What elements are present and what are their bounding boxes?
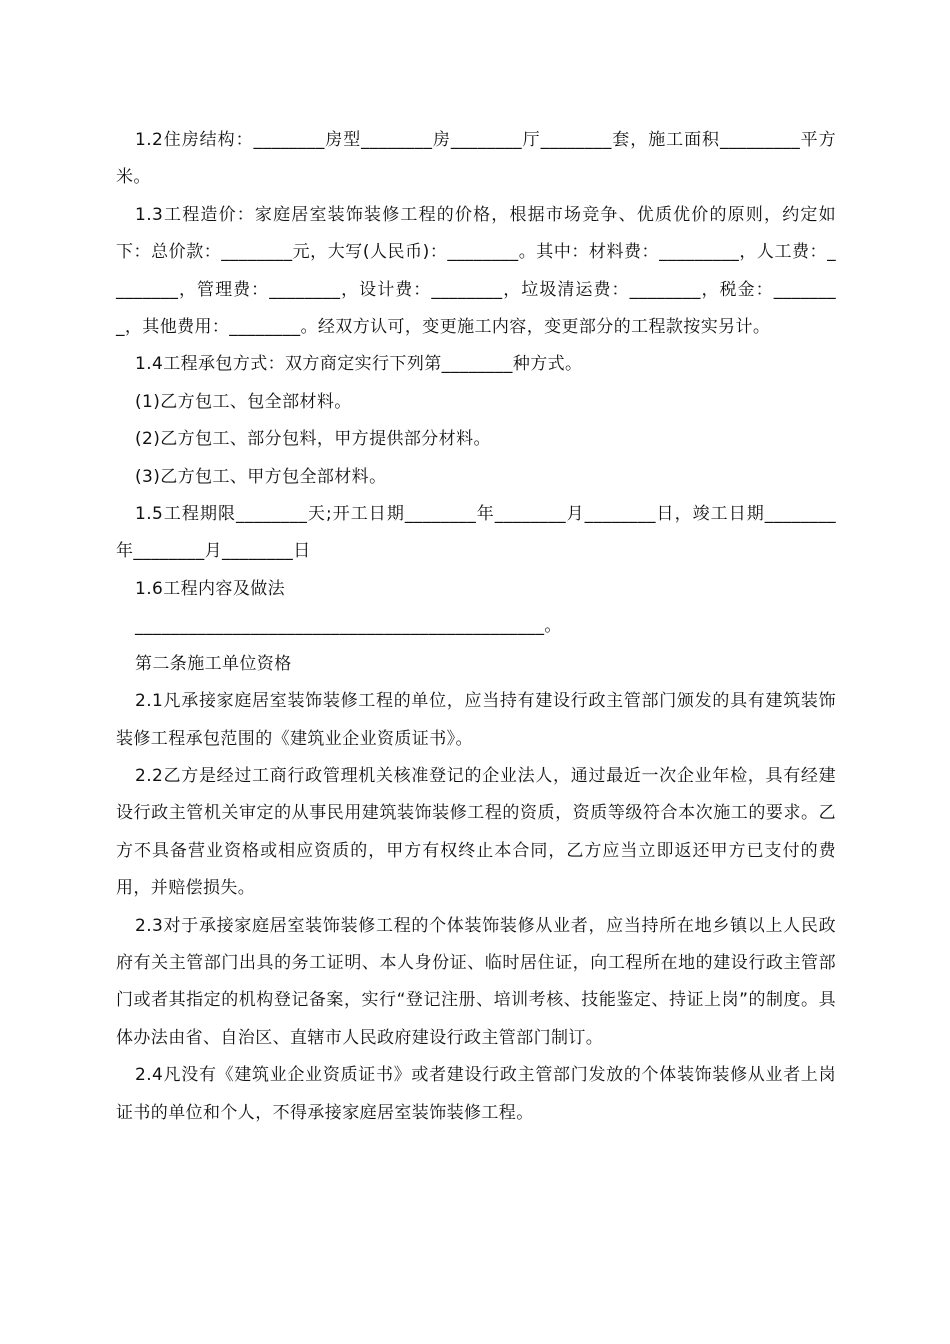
blank-fill-line: ______________________________________________。 (135, 616, 562, 637)
contract-body (116, 122, 836, 1132)
option-3: (3)乙方包工、甲方包全部材料。 (135, 466, 387, 487)
clause-1-3-project-cost: 1.3工程造价：家庭居室装饰装修工程的价格，根据市场竞争、优质优价的原则，约定如下：总价款：________元，大写(人民币)：________。其中：材料费：_________，人工费：________，管理费：________，设计费：________，垃圾清运费：________，税金：________，其他费用：________。经双方认可，变更施工内容，变更部分的工程款按实另计。 (116, 204, 836, 338)
option-1: (1)乙方包工、包全部材料。 (135, 391, 352, 412)
clause-2-2: 2.2乙方是经过工商行政管理机关核准登记的企业法人，通过最近一次企业年检，具有经建设行政主管机关审定的从事民用建筑装饰装修工程的资质，资质等级符合本次施工的要求。乙方不具备营业资格或相应资质的，甲方有权终止本合同，乙方应当立即返还甲方已支付的费用，并赔偿损失。 (116, 765, 836, 899)
clause-2-1: 2.1凡承接家庭居室装饰装修工程的单位，应当持有建设行政主管部门颁发的具有建筑装饰装修工程承包范围的《建筑业企业资质证书》。 (116, 691, 836, 749)
clause-2-4: 2.4凡没有《建筑业企业资质证书》或者建设行政主管部门发放的个体装饰装修从业者上岗证书的单位和个人，不得承接家庭居室装饰装修工程。 (116, 1065, 836, 1123)
clause-2-3: 2.3对于承接家庭居室装饰装修工程的个体装饰装修从业者，应当持所在地乡镇以上人民政府有关主管部门出具的务工证明、本人身份证、临时居住证，向工程所在地的建设行政主管部门或者其指定的机构登记备案，实行“登记注册、培训考核、技能鉴定、持证上岗”的制度。具体办法由省、自治区、直辖市人民政府建设行政主管部门制订。 (116, 915, 836, 1048)
clause-1-4-contract-method: 1.4工程承包方式：双方商定实行下列第________种方式。 (135, 354, 583, 375)
clause-1-6-project-content: 1.6工程内容及做法 (135, 578, 286, 599)
clause-1-5-project-period: 1.5工程期限________天;开工日期________年________月________日，竣工日期________年________月________日 (116, 504, 836, 562)
article-2-heading: 第二条施工单位资格 (135, 653, 292, 674)
clause-1-2-housing-structure: 1.2住房结构：________房型________房________厅________套，施工面积_________平方米。 (116, 130, 836, 188)
option-2: (2)乙方包工、部分包料，甲方提供部分材料。 (135, 429, 491, 450)
